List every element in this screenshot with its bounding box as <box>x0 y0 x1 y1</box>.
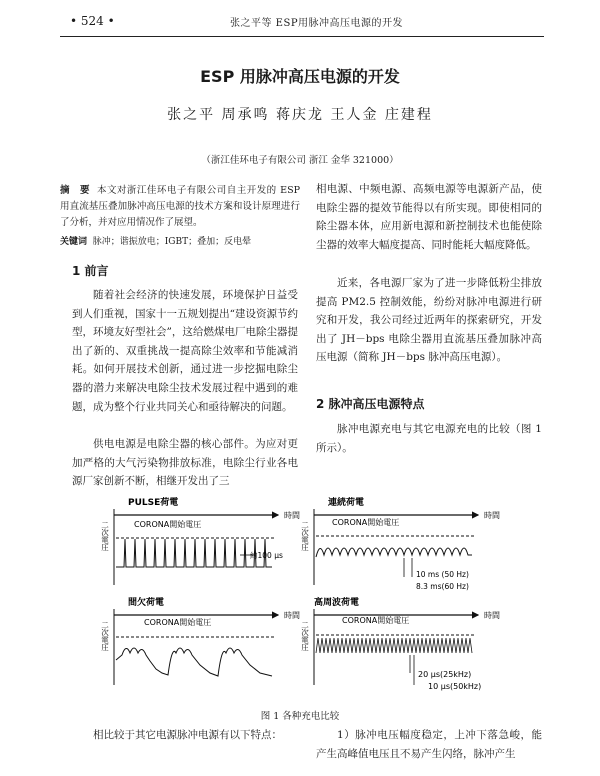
right-paragraph-continued: 相电源、中频电源、高频电源等电源新产品，使电除尘器的提效节能得以有所实现。即使相同的除尘器本体，应用新电源和新控制技术也能使除尘器的效率大幅度提高、同时能耗大幅度降低。 <box>316 183 542 251</box>
section-1-paragraph-1: 随着社会经济的快速发展，环境保护日益受到人们重视，国家十一五规划提出“建设资源节约型，环境友好型社会”，这给燃煤电厂电除尘器提出了新的、双重挑战一提高除尘效率和节能减消耗。如何开展技术创新，通过进一步挖掘电除尘器的潜力来解决电除尘技术发展过程中遇到的难题，成为整个行业共同关心和亟待解决的问题。 <box>72 289 298 413</box>
panel-4-annotation: 20 μs(25kHz) <box>418 670 472 679</box>
right-paragraph-3: 脉冲电源充电与其它电源充电的比较（图 1 所示）。 <box>316 423 542 454</box>
panel-2-time-label: 時間 <box>484 511 500 520</box>
panel-continuous-charging <box>300 496 500 591</box>
section-1-heading: 1 前言 <box>72 264 109 278</box>
abstract <box>60 183 300 231</box>
bottom-left-text: 相比较于其它电源脉冲电源有以下特点： <box>93 729 282 741</box>
article-authors: 张之平 周承鸣 蒋庆龙 王人金 庄建程 <box>167 107 433 123</box>
section-2-heading: 2 脉冲高压电源特点 <box>316 397 425 411</box>
panel-3-corona-label: CORONA開始電圧 <box>144 618 212 627</box>
keywords <box>60 235 300 249</box>
header-rule <box>60 36 544 37</box>
abstract-label: 摘 要 <box>60 185 90 196</box>
panel-2-corona-label: CORONA開始電圧 <box>332 518 400 527</box>
right-paragraph-2: 近来，各电源厂家为了进一步降低粉尘排放提高 PM2.5 控制效能，纷纷对脉冲电源进行研究和开发，我公司经过近两年的探索研究，开发出了 JH－bps 电除尘器用直流基压叠加脉冲高压电源（简称 JH－bps 脉冲高压电源）。 <box>316 277 542 364</box>
page-number: • 524 • <box>70 14 115 28</box>
panel-3-y-label: 二次電圧 <box>100 621 110 651</box>
running-title: 张之平等 ESP用脉冲高压电源的开发 <box>230 18 404 29</box>
keywords-label: 关键词 <box>60 237 88 247</box>
panel-4-title: 高周波荷電 <box>314 598 360 608</box>
panel-intermittent-charging <box>100 596 300 685</box>
panel-4-waveform <box>316 638 472 653</box>
panel-2-annotation: 10 ms (50 Hz) <box>416 570 469 579</box>
panel-4-y-label: 二次電圧 <box>300 621 310 651</box>
article-title: ESP 用脉冲高压电源的开发 <box>200 67 400 86</box>
panel-4-annotation-2: 10 μs(50kHz) <box>428 682 482 691</box>
abstract-text: 本文对浙江佳环电子有限公司自主开发的 ESP 用直流基压叠加脉冲高压电源的技术方案和设计原理进行了分析，并对应用情况作了展望。 <box>60 185 300 228</box>
panel-1-waveform <box>116 539 272 567</box>
figure-caption: 图 1 各种充电比较 <box>260 711 340 722</box>
panel-4-corona-label: CORONA開始電圧 <box>342 616 410 625</box>
keywords-text: 脉冲；谐振放电；IGBT；叠加；反电晕 <box>92 237 252 247</box>
panel-1-time-label: 時間 <box>284 511 300 520</box>
panel-4-time-label: 時間 <box>484 611 500 620</box>
section-1-paragraph-2: 供电电源是电除尘器的核心部件。为应对更加严格的大气污染物排放标准，电除尘行业各电源厂家创新不断，相继开发出了三 <box>72 438 298 488</box>
panel-2-title: 連続荷電 <box>328 498 365 508</box>
panel-pulse-charging <box>100 496 300 585</box>
bottom-right-text: 1）脉冲电压幅度稳定，上冲下落急峻，能产生高峰值电压且不易产生闪络，脉冲产生 <box>316 729 542 760</box>
panel-2-annotation-2: 8.3 ms(60 Hz) <box>416 582 469 591</box>
panel-1-y-label: 二次電圧 <box>100 521 110 551</box>
panel-3-waveform <box>116 648 272 676</box>
panel-high-frequency-charging <box>300 596 500 691</box>
panel-3-title: 間欠荷電 <box>128 598 165 608</box>
panel-2-y-label: 二次電圧 <box>300 521 310 551</box>
panel-3-time-label: 時間 <box>284 611 300 620</box>
panel-1-corona-label: CORONA開始電圧 <box>134 520 202 529</box>
article-affiliation: （浙江佳环电子有限公司 浙江 金华 321000） <box>201 155 399 166</box>
figure-1-charging-comparison <box>100 495 520 700</box>
panel-1-title: PULSE荷電 <box>128 498 179 508</box>
panel-1-annotation: 約100 μs <box>250 551 283 560</box>
panel-2-waveform <box>316 548 472 557</box>
